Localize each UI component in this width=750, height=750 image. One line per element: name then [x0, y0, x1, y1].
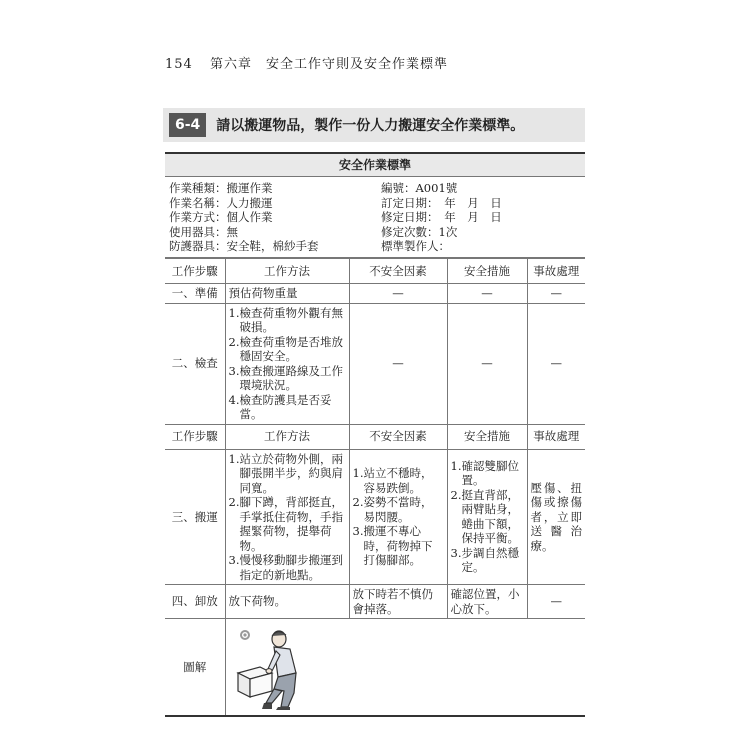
chapter-title: 第六章 安全工作守則及安全作業標準 — [209, 57, 448, 72]
exercise-prompt: 請以搬運物品，製作一份人力搬運安全作業標準。 — [216, 118, 525, 134]
measure-item: 2.挺直背部，兩臂貼身，蜷曲下額，保持平衡。 — [450, 487, 519, 546]
col-header-method: 工作方法 — [225, 424, 349, 449]
form-meta — [165, 177, 585, 258]
meta-left — [169, 181, 371, 253]
measure-item: 3.步調自然穩定。 — [450, 545, 519, 575]
col-header-hazard: 不安全因素 — [349, 259, 447, 284]
meta-number: 編號：A001號 — [381, 181, 458, 195]
method-cell: 預估荷物重量 — [225, 284, 349, 304]
hazard-item: 3.搬運不專心時，荷物掉下打傷腳部。 — [352, 524, 433, 567]
col-header-method: 工作方法 — [225, 259, 349, 284]
page-header — [165, 53, 448, 72]
standard-table — [165, 258, 585, 717]
col-header-measure: 安全措施 — [447, 424, 527, 449]
step-cell: 二、檢查 — [165, 303, 225, 424]
col-header-measure: 安全措施 — [447, 259, 527, 284]
table-row — [165, 585, 585, 619]
illustration-label: 圖解 — [165, 619, 225, 717]
exercise-banner — [163, 108, 585, 142]
meta-revision-count: 修定次數：1次 — [381, 224, 458, 239]
illustration-row — [165, 619, 585, 717]
safety-standard-form — [165, 152, 585, 684]
accident-cell: — — [527, 303, 585, 424]
hazard-cell — [349, 449, 447, 585]
col-header-step: 工作步驟 — [165, 259, 225, 284]
measure-item: 1.確認雙腳位置。 — [450, 458, 519, 488]
exercise-tag: 6-4 — [169, 113, 206, 137]
col-header-accident: 事故處理 — [527, 259, 585, 284]
method-item: 3.檢查搬運路線及工作環境狀況。 — [228, 363, 343, 392]
step-cell: 四、卸放 — [165, 585, 225, 619]
meta-revise-date: 修定日期： 年 月 日 — [381, 210, 502, 224]
form-title: 安全作業標準 — [165, 152, 585, 177]
col-header-step: 工作步驟 — [165, 424, 225, 449]
meta-work-name: 作業名稱：人力搬運 — [169, 195, 273, 210]
method-cell — [225, 449, 349, 585]
table-header-row-repeat — [165, 424, 585, 449]
lifting-posture-illustration — [234, 623, 324, 711]
meta-tools: 使用器具：無 — [169, 224, 238, 239]
table-row — [165, 449, 585, 585]
step-cell: 一、準備 — [165, 284, 225, 304]
meta-author: 標準製作人： — [381, 239, 450, 253]
page-number: 154 — [165, 57, 193, 72]
step-cell: 三、搬運 — [165, 449, 225, 585]
col-header-hazard: 不安全因素 — [349, 424, 447, 449]
measure-cell: 確認位置，小心放下。 — [447, 585, 527, 619]
hazard-item: 1.站立不穩時，容易跌倒。 — [352, 466, 433, 495]
measure-cell: — — [447, 284, 527, 304]
method-item: 4.檢查防護具是否妥當。 — [228, 392, 332, 421]
meta-right — [371, 181, 583, 253]
meta-work-mode: 作業方式：個人作業 — [169, 210, 273, 224]
meta-protective-gear: 防護器具：安全鞋，棉紗手套 — [169, 239, 319, 253]
accident-cell: 壓傷、扭傷或擦傷者，立即送醫治療。 — [527, 449, 585, 585]
meta-work-type: 作業種類：搬運作業 — [169, 181, 273, 195]
method-cell: 放下荷物。 — [225, 585, 349, 619]
col-header-accident: 事故處理 — [527, 424, 585, 449]
method-item: 1.站立於荷物外側，兩腳張開半步，約與肩同寬。 — [228, 451, 343, 495]
hazard-item: 2.姿勢不當時，易閃腰。 — [352, 495, 433, 524]
meta-set-date: 訂定日期： 年 月 日 — [381, 195, 502, 210]
measure-cell: — — [447, 303, 527, 424]
table-row — [165, 284, 585, 304]
accident-cell: — — [527, 585, 585, 619]
hazard-cell: 放下時若不慎仍會掉落。 — [349, 585, 447, 619]
table-header-row — [165, 259, 585, 284]
measure-cell — [447, 449, 527, 585]
hazard-cell: — — [349, 303, 447, 424]
method-item: 1.檢查荷重物外觀有無破損。 — [228, 305, 343, 334]
method-cell — [225, 303, 349, 424]
table-row — [165, 303, 585, 424]
hazard-cell: — — [349, 284, 447, 304]
method-item: 2.檢查荷重物是否堆放穩固安全。 — [228, 334, 343, 363]
method-item: 2.腳下蹲，背部挺直，手掌抵住荷物，手指握緊荷物，提舉荷物。 — [228, 495, 343, 553]
accident-cell: — — [527, 284, 585, 304]
illustration-cell — [225, 619, 585, 717]
method-item: 3.慢慢移動腳步搬運到指定的新地點。 — [228, 553, 343, 582]
